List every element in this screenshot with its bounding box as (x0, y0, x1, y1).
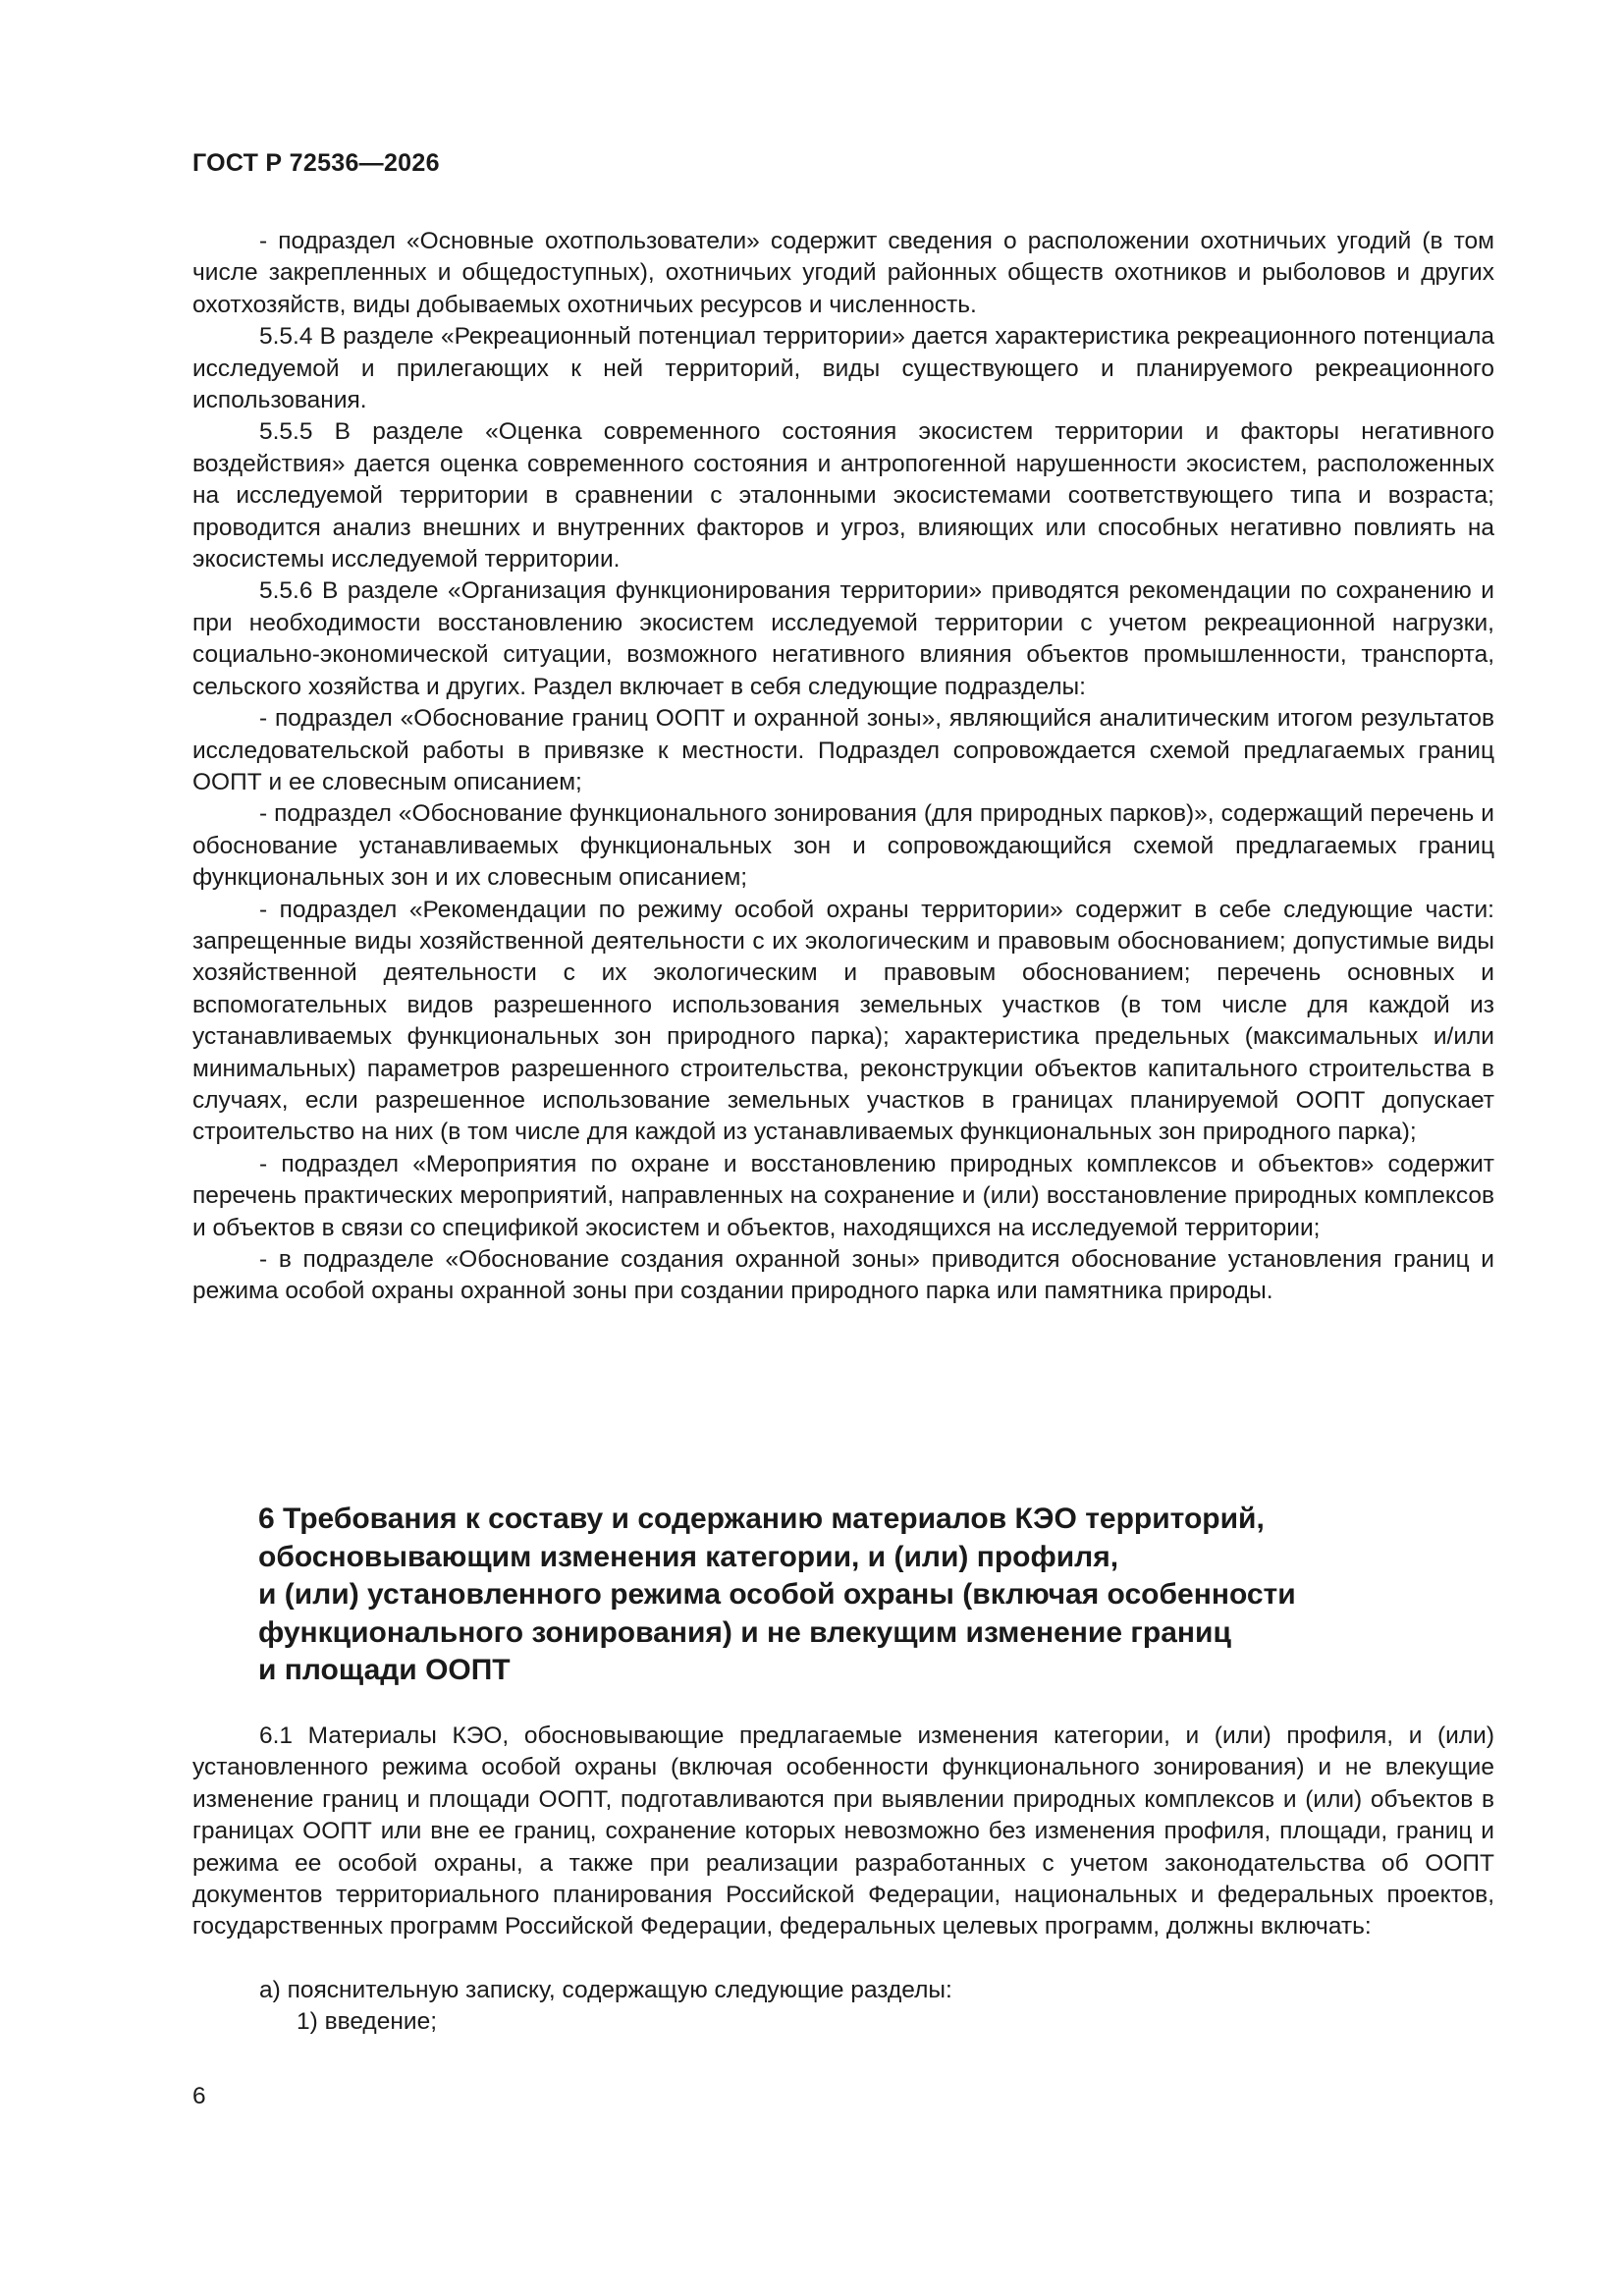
paragraph-boundaries-justification: - подраздел «Обоснование границ ООПТ и охранной зоны», являющийся аналитическим итогом результатов исследовательской работы в привязке к местности. Подраздел сопровождается схемой предлагаемых границ ООПТ и ее словесным описанием; (192, 705, 1494, 795)
paragraph-buffer-zone: - в подразделе «Обоснование создания охранной зоны» приводится обоснование установления границ и режима особой охраны охранной зоны при создании природного парка или памятника природы. (192, 1246, 1494, 1305)
section-6-heading-line: 6 Требования к составу и содержанию материалов КЭО территорий, (258, 1503, 1265, 1535)
body-text-section-6 (192, 1721, 1494, 1943)
section-6-heading-line: функционального зонирования) и не влекущим изменение границ (258, 1615, 1231, 1649)
paragraph-5-5-6: 5.5.6 В разделе «Организация функционирования территории» приводятся рекомендации по сохранению и при необходимости восстановлению экосистем исследуемой территории с учетом рекреационной нагрузки, социально-экономической ситуации, возможного негативного влияния объектов промышленности, транспорта, сельского хозяйства и других. Раздел включает в себя следующие подразделы: (192, 577, 1494, 700)
paragraph-hunting-users: - подраздел «Основные охотпользователи» содержит сведения о расположении охотничьих угодий (в том числе закрепленных и общедоступных), охотничьих угодий районных обществ охотников и рыболовов и других охотхозяйств, виды добываемых охотничьих ресурсов и численность. (192, 228, 1494, 318)
paragraph-functional-zoning: - подраздел «Обоснование функционального зонирования (для природных парков)», содержащий перечень и обоснование устанавливаемых функциональных зон и сопровождающийся схемой предлагаемых границ функциональных зон и их словесным описанием; (192, 800, 1494, 892)
document-header-standard-number: ГОСТ Р 72536—2026 (192, 149, 440, 177)
paragraph-5-5-4: 5.5.4 В разделе «Рекреационный потенциал территории» дается характеристика рекреационного потенциала исследуемой и прилегающих к ней территорий, виды существующего и планируемого рекреационного использования. (192, 323, 1494, 414)
list-item-1: 1) введение; (297, 2008, 438, 2035)
paragraph-5-5-5: 5.5.5 В разделе «Оценка современного состояния экосистем территории и факторы негативного воздействия» дается оценка современного состояния и антропогенной нарушенности экосистем, расположенных на исследуемой территории в сравнении с эталонными экосистемами соответствующего типа и возраста; проводится анализ внешних и внутренних факторов и угроз, влияющих или способных негативно повлиять на экосистемы исследуемой территории. (192, 418, 1494, 574)
body-text-top (192, 226, 1494, 1308)
section-6-heading-line: и (или) установленного режима особой охраны (включая особенности (258, 1578, 1296, 1612)
paragraph-protection-measures: - подраздел «Мероприятия по охране и восстановлению природных комплексов и объектов» содержит перечень практических мероприятий, направленных на сохранение и (или) восстановление природных комплексов и объектов в связи со спецификой экосистем и объектов, находящихся на исследуемой территории; (192, 1150, 1494, 1241)
section-6-heading (258, 1501, 1495, 1690)
list-item-a: а) пояснительную записку, содержащую следующие разделы: (259, 1977, 952, 2003)
section-6-heading-line: и площади ООПТ (258, 1654, 511, 1687)
section-6-heading-line: обосновывающим изменения категории, и (или) профиля, (258, 1540, 1119, 1573)
paragraph-protection-regime: - подраздел «Рекомендации по режиму особой охраны территории» содержит в себе следующие части: запрещенные виды хозяйственной деятельности с их экологическим и правовым обоснованием; допустимые виды хозяйственной деятельности с их экологическим и правовым обоснованием; перечень основных и вспомогательных видов разрешенного использования земельных участков (в том числе для каждой из устанавливаемых функциональных зон природного парка); характеристика предельных (максимальных и/или минимальных) параметров разрешенного строительства, реконструкции объектов капитального строительства в случаях, если разрешенное использование земельных участков в границах планируемой ООПТ допускает строительство на них (в том числе для каждой из устанавливаемых функциональных зон природного парка); (192, 896, 1494, 1146)
page-number: 6 (192, 2083, 206, 2109)
paragraph-6-1: 6.1 Материалы КЭО, обосновывающие предлагаемые изменения категории, и (или) профиля, и (или) установленного режима особой охраны (включая особенности функционального зонирования) и не влекущие изменение границ и площади ООПТ, подготавливаются при выявлении природных комплексов и (или) объектов в границах ООПТ или вне ее границ, сохранение которых невозможно без изменения профиля, площади, границ и режима ее особой охраны, а также при реализации разработанных с учетом законодательства об ООПТ документов территориального планирования Российской Федерации, национальных и федеральных проектов, государственных программ Российской Федерации, федеральных целевых программ, должны включать: (192, 1722, 1494, 1941)
